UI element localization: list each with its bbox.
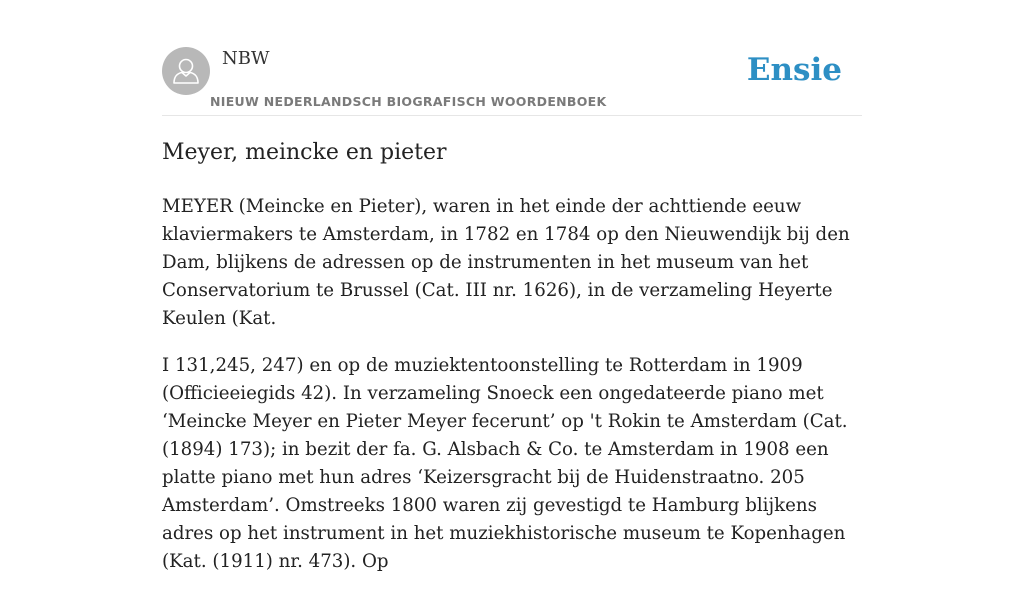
article-header <box>162 46 862 116</box>
ensie-logo[interactable]: Ensie <box>746 52 842 88</box>
source-name[interactable]: NIEUW NEDERLANDSCH BIOGRAFISCH WOORDENBOEK <box>210 94 607 109</box>
article-title: Meyer, meincke en pieter <box>162 140 447 165</box>
article-paragraph: MEYER (Meincke en Pieter), waren in het einde der achttiende eeuw klaviermakers te Amsterdam, in 1782 en 1784 op den Nieuwendijk bij den Dam, blijkens de adressen op de instrumenten in het museum van het Conservatorium te Brussel (Cat. III nr. 1626), in de verzameling Heyerte Keulen (Kat. <box>162 196 850 329</box>
article-body <box>162 193 872 595</box>
user-silhouette-icon <box>162 47 210 95</box>
article-paragraph: I 131,245, 247) en op de muziektentoonstelling te Rotterdam in 1909 (Officieeiegids 42). In verzameling Snoeck een ongedateerde piano met ‘Meincke Meyer en Pieter Meyer fecerunt’ op 't Rokin te Amsterdam (Cat. (1894) 173); in bezit der fa. G. Alsbach & Co. te Amsterdam in 1908 een platte piano met hun adres ‘Keizersgracht bij de Huidenstraatno. 205 Amsterdam’. Omstreeks 1800 waren zij gevestigd te Hamburg blijkens adres op het instrument in het muziekhistorische museum te Kopenhagen (Kat. (1911) nr. 473). Op <box>162 355 848 572</box>
author-name[interactable]: NBW <box>222 48 270 69</box>
author-avatar[interactable] <box>162 47 210 95</box>
